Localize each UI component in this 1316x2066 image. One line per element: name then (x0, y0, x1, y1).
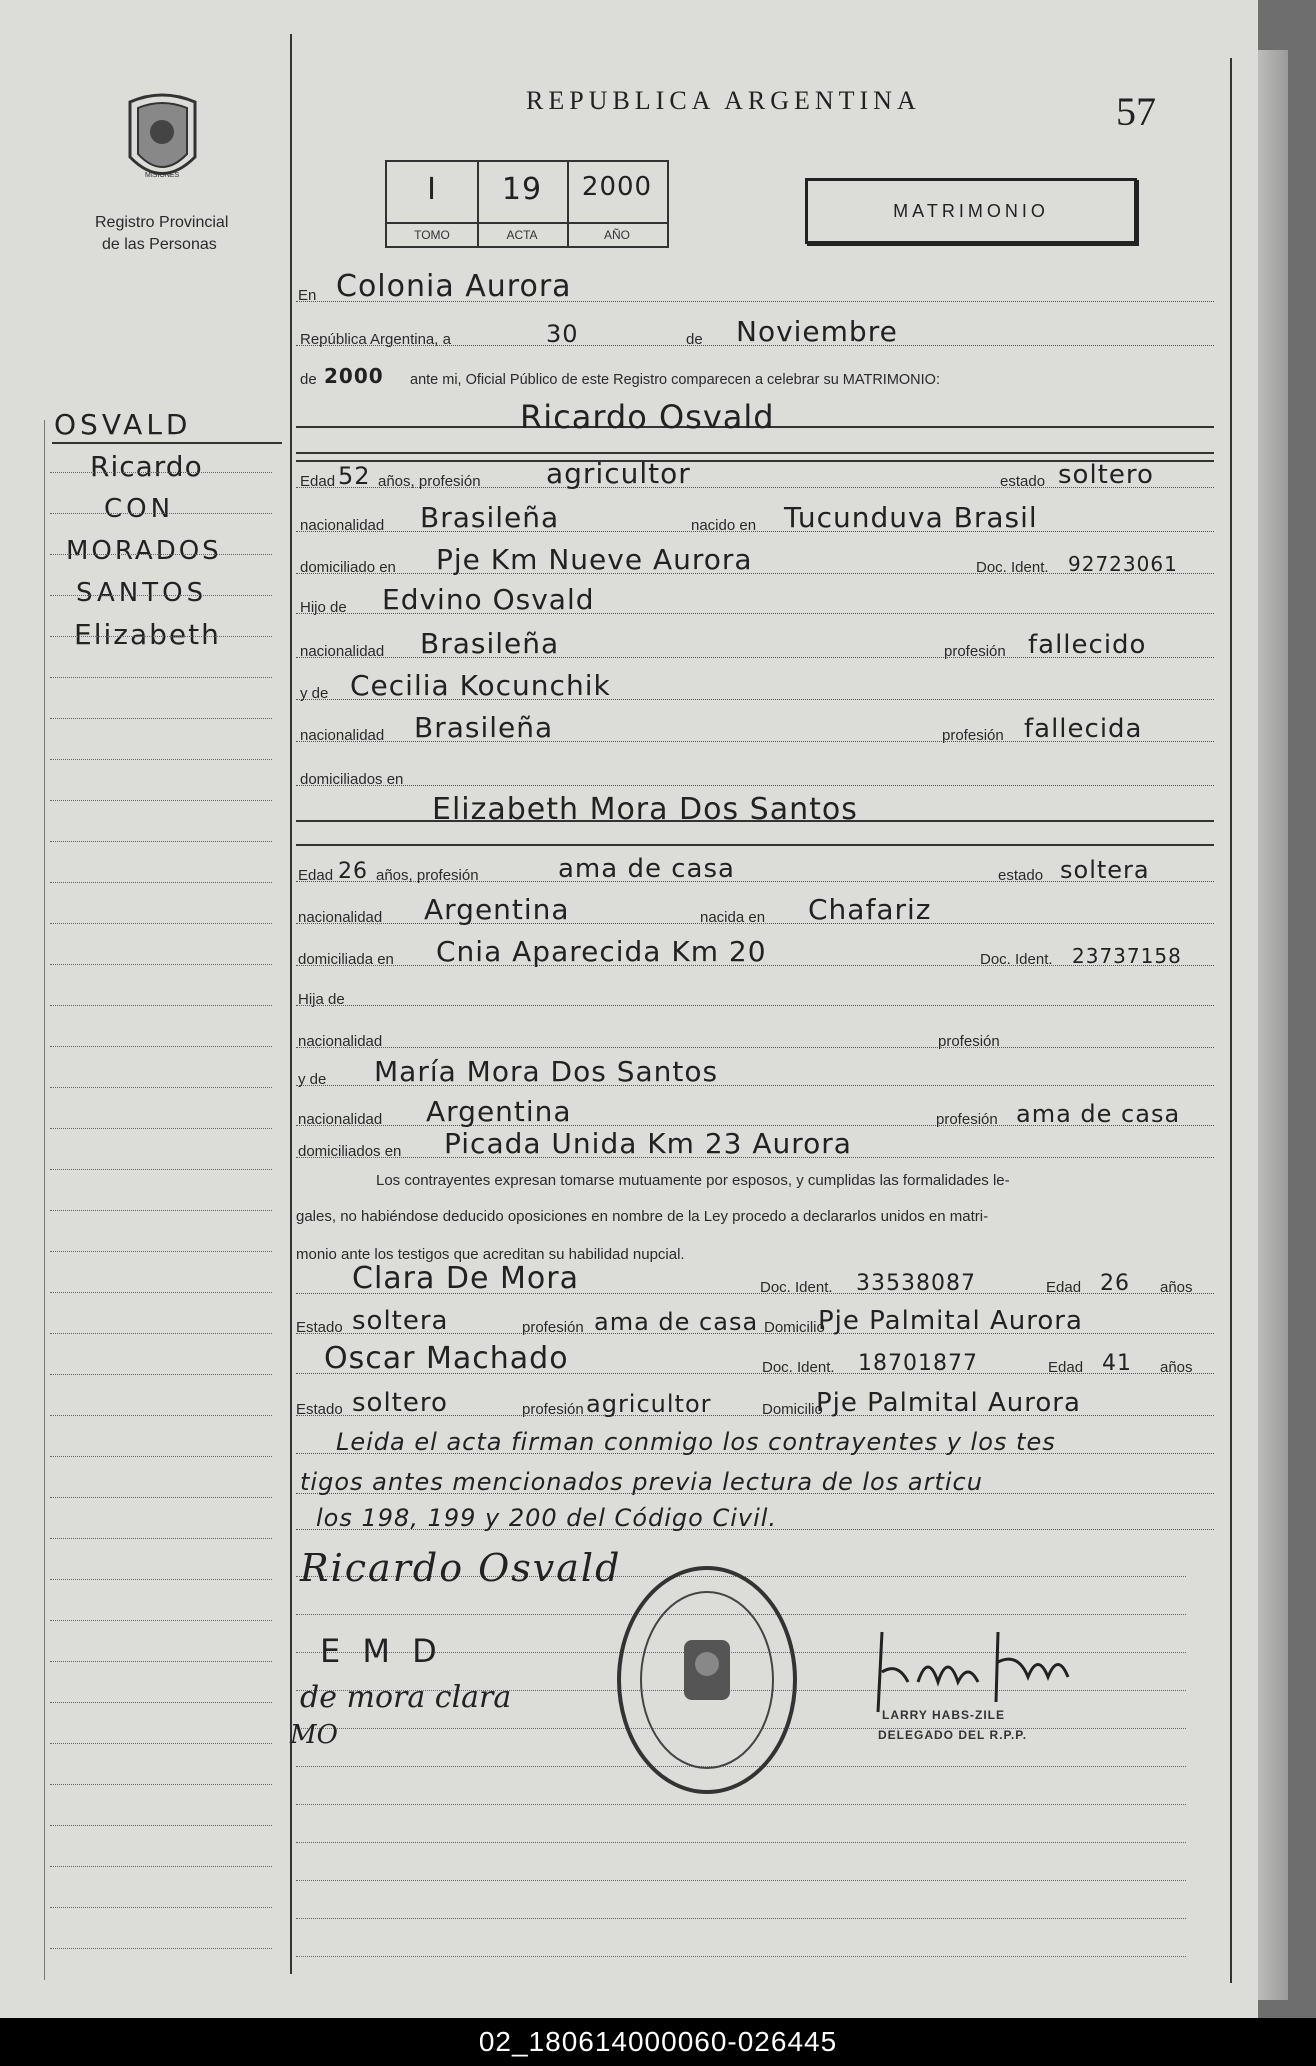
groom-doms-label: domiciliados en (300, 771, 404, 788)
bride-anos-label: años, profesión (376, 867, 479, 884)
page-number: 57 (1116, 89, 1156, 134)
margin-dotted-line (50, 1251, 272, 1252)
witness2-domicilio: Pje Palmital Aurora (816, 1388, 1081, 1418)
margin-dotted-line (50, 1374, 272, 1375)
bride-madre-prof: ama de casa (1016, 1100, 1181, 1128)
bride-hija-label: Hija de (298, 991, 345, 1008)
registry-line2: de las Personas (102, 236, 217, 253)
groom-row-edad (296, 457, 1214, 494)
row-place (296, 269, 1214, 308)
margin-spouse-surname2: SANTOS (76, 578, 208, 608)
bride-name: Elizabeth Mora Dos Santos (432, 792, 858, 827)
groom-hijo-label: Hijo de (300, 599, 347, 616)
margin-dotted-line (50, 595, 272, 596)
groom-name: Ricardo Osvald (520, 398, 775, 436)
groom-nacionalidad: Brasileña (420, 501, 560, 534)
witness2-estado-label: Estado (296, 1401, 343, 1418)
witness2-doc-label: Doc. Ident. (762, 1359, 835, 1376)
witness2-name: Oscar Machado (324, 1341, 569, 1376)
margin-dotted-line (50, 759, 272, 760)
closing-row3 (296, 1504, 1214, 1536)
witness1-prof-label: profesión (522, 1319, 584, 1336)
declaration-line2: gales, no habiéndose deducido oposiciones en nombre de la Ley procedo a declararlos unidos en matri- (296, 1208, 989, 1225)
margin-dotted-line (50, 1005, 272, 1006)
row-year (296, 360, 1214, 392)
groom-row-doms (296, 760, 1214, 792)
margin-dotted-line (50, 1046, 272, 1047)
groom-profesion: agricultor (546, 457, 691, 490)
margin-dotted-line (50, 1620, 272, 1621)
margin-dotted-line (50, 1743, 272, 1744)
right-border-rule (1230, 58, 1232, 1983)
officer-name: LARRY HABS-ZILE (882, 1708, 1005, 1722)
bride-row-hija (296, 980, 1214, 1012)
bride-madre-prof-label: profesión (936, 1111, 998, 1128)
declaration-line1: Los contrayentes expresan tomarse mutuamente por esposos, y cumplidas las formalidades le- (376, 1172, 1010, 1189)
margin-dotted-line (50, 554, 272, 555)
witness1-edad-label: Edad (1046, 1279, 1082, 1296)
witness2-edad: 41 (1102, 1351, 1132, 1376)
officer-title: DELEGADO DEL R.P.P. (878, 1728, 1028, 1742)
groom-domicilio: Pje Km Nueve Aurora (436, 543, 753, 576)
witness1-edad: 26 (1100, 1271, 1130, 1296)
country-title: REPUBLICA ARGENTINA (526, 86, 921, 115)
groom-anos-label: años, profesión (378, 473, 481, 490)
margin-spouse-given: Elizabeth (74, 618, 221, 651)
tomo-value: I (427, 172, 437, 207)
en-label: En (298, 287, 317, 304)
closing-line1: Leida el acta firman conmigo los contrayentes y los tes (336, 1428, 1056, 1456)
bride-madre: María Mora Dos Santos (374, 1055, 719, 1088)
margin-dotted-line (50, 472, 272, 473)
record-type-label: MATRIMONIO (893, 201, 1049, 221)
margin-dotted-line (50, 1907, 272, 1908)
image-id-footer: 02_180614000060-026445 (0, 2018, 1316, 2066)
groom-padre-nac-label: nacionalidad (300, 643, 385, 660)
witness2-dom-label: Domicilio (762, 1401, 823, 1418)
margin-underline (52, 442, 282, 444)
groom-dom-label: domiciliado en (300, 559, 396, 576)
witness2-edad-label: Edad (1048, 1359, 1084, 1376)
groom-padre: Edvino Osvald (382, 583, 595, 616)
witness2-estado: soltero (352, 1388, 448, 1418)
ano-value: 2000 (581, 172, 653, 202)
margin-dotted-line (50, 1292, 272, 1293)
margin-dotted-line (50, 1784, 272, 1785)
groom-nacido-label: nacido en (691, 517, 757, 534)
signature-dotted-line (296, 1880, 1186, 1881)
far-left-rule (44, 420, 45, 1980)
groom-row-hijo (296, 583, 1214, 620)
witness1-profesion: ama de casa (594, 1308, 759, 1336)
witness1-row-details (296, 1308, 1214, 1340)
witness2-prof-label: profesión (522, 1401, 584, 1418)
bride-nac-label: nacionalidad (298, 909, 383, 926)
bride-doc-label: Doc. Ident. (980, 951, 1053, 968)
margin-dotted-line (50, 1661, 272, 1662)
signature-dotted-line (296, 1956, 1186, 1957)
margin-dotted-line (50, 1538, 272, 1539)
bride-row-madre (296, 1055, 1214, 1092)
margin-dotted-line (50, 923, 272, 924)
groom-doc-label: Doc. Ident. (976, 559, 1049, 576)
day-value: 30 (546, 320, 579, 348)
margin-dotted-line (50, 1333, 272, 1334)
record-type-box (805, 178, 1137, 244)
bride-madre-nac: Argentina (426, 1095, 572, 1128)
groom-doc: 92723061 (1068, 552, 1178, 576)
signature-dotted-line (296, 1918, 1186, 1919)
official-stamp-icon (612, 1560, 802, 1800)
groom-yde-label: y de (300, 685, 329, 702)
witness1-estado: soltera (352, 1306, 449, 1336)
margin-dotted-line (50, 1825, 272, 1826)
margin-dotted-line (50, 800, 272, 801)
tomo-label: TOMO (387, 222, 477, 246)
margin-dotted-line (50, 1948, 272, 1949)
seal-label: MISIONES (145, 172, 180, 179)
witness2-row-name (296, 1341, 1214, 1380)
record-number-box (385, 160, 669, 248)
groom-edad: 52 (338, 462, 371, 490)
groom-row-madre-nac (296, 711, 1214, 748)
margin-dotted-line (50, 1210, 272, 1211)
margin-spouse-surname1: MORADOS (66, 536, 222, 566)
groom-estado-label: estado (1000, 473, 1046, 490)
ano-label: AÑO (567, 222, 667, 246)
groom-padre-nac: Brasileña (420, 627, 560, 660)
margin-dotted-line (50, 1415, 272, 1416)
bride-estado-label: estado (998, 867, 1044, 884)
margin-dotted-line (50, 1497, 272, 1498)
acta-value: 19 (501, 172, 543, 207)
groom-padre-prof: fallecido (1028, 630, 1147, 660)
closing-line3: los 198, 199 y 200 del Código Civil. (316, 1504, 778, 1532)
margin-dotted-line (50, 964, 272, 965)
bride-padre-nac-label: nacionalidad (298, 1033, 383, 1050)
margin-given: Ricardo (90, 450, 203, 483)
groom-madre-nac-label: nacionalidad (300, 727, 385, 744)
margin-dotted-line (50, 841, 272, 842)
bride-row-padre-nac (296, 1022, 1214, 1054)
om-signature: MO (290, 1720, 338, 1750)
witness1-doc-label: Doc. Ident. (760, 1279, 833, 1296)
bride-profesion: ama de casa (558, 854, 735, 884)
groom-madre: Cecilia Kocunchik (350, 669, 611, 702)
clara-signature: de mora clara (300, 1680, 512, 1715)
groom-row-padre-nac (296, 627, 1214, 664)
closing-line2: tigos antes mencionados previa lectura de los articu (300, 1468, 983, 1496)
groom-row-nac (296, 501, 1214, 538)
bride-nacida: Chafariz (808, 893, 932, 926)
witness1-name: Clara De Mora (352, 1261, 579, 1296)
witness2-profesion: agricultor (586, 1390, 712, 1418)
bride-madre-dom: Picada Unida Km 23 Aurora (444, 1127, 852, 1160)
bride-edad-label: Edad (298, 867, 334, 884)
de-label: de (686, 331, 703, 348)
witness2-doc: 18701877 (858, 1351, 978, 1376)
margin-surname: OSVALD (54, 408, 192, 441)
signature-dotted-line (296, 1842, 1186, 1843)
bride-nacida-label: nacida en (700, 909, 766, 926)
row-date (296, 315, 1214, 352)
bride-nacionalidad: Argentina (424, 893, 570, 926)
margin-dotted-line (50, 1702, 272, 1703)
margin-dotted-line (50, 1866, 272, 1867)
margin-dotted-line (50, 677, 272, 678)
margin-dotted-line (50, 513, 272, 514)
witness1-dom-label: Domicilio (764, 1319, 825, 1336)
bride-edad: 26 (338, 859, 368, 884)
bride-domicilio: Cnia Aparecida Km 20 (436, 935, 767, 968)
bride-row-dom (296, 935, 1214, 972)
bride-doc: 23737158 (1072, 944, 1182, 968)
margin-dotted-line (50, 882, 272, 883)
signature-dotted-line (296, 1804, 1186, 1805)
witness2-row-details (296, 1390, 1214, 1422)
bride-row-nac (296, 893, 1214, 930)
groom-madre-prof-label: profesión (942, 727, 1004, 744)
groom-nac-label: nacionalidad (300, 517, 385, 534)
groom-estado: soltero (1058, 460, 1154, 490)
groom-row-madre (296, 669, 1214, 706)
groom-row-dom (296, 543, 1214, 580)
declaration-line3: monio ante los testigos que acreditan su habilidad nupcial. (296, 1246, 685, 1263)
witness1-doc: 33538087 (856, 1271, 976, 1296)
groom-edad-label: Edad (300, 473, 336, 490)
margin-dotted-line (50, 1579, 272, 1580)
bride-dom-label: domiciliada en (298, 951, 394, 968)
margin-dotted-line (50, 636, 272, 637)
month-value: Noviembre (736, 315, 898, 348)
ante-text: ante mi, Oficial Público de este Registro comparecen a celebrar su MATRIMONIO: (410, 372, 940, 388)
emd-signature: E M D (320, 1632, 443, 1670)
witness1-anos-label: años (1160, 1279, 1193, 1296)
margin-dotted-line (50, 718, 272, 719)
witness1-estado-label: Estado (296, 1319, 343, 1336)
bride-padre-prof-label: profesión (938, 1033, 1000, 1050)
groom-bottom-line (296, 452, 1214, 454)
bride-madre-nac-label: nacionalidad (298, 1111, 383, 1128)
bride-row-edad (296, 856, 1214, 888)
margin-dotted-line (50, 1087, 272, 1088)
witness2-anos-label: años (1160, 1359, 1193, 1376)
registry-line1: Registro Provincial (95, 214, 229, 231)
groom-nacido: Tucunduva Brasil (784, 501, 1038, 534)
witness1-domicilio: Pje Palmital Aurora (818, 1306, 1083, 1336)
margin-dotted-line (50, 1128, 272, 1129)
groom-signature: Ricardo Osvald (300, 1546, 622, 1590)
groom-madre-prof: fallecida (1024, 714, 1143, 744)
groom-padre-prof-label: profesión (944, 643, 1006, 660)
closing-row1 (296, 1428, 1214, 1460)
de2-label: de (300, 371, 317, 388)
bride-doms-label: domiciliados en (298, 1143, 402, 1160)
year-value: 2000 (324, 364, 384, 388)
witness1-row-name (296, 1261, 1214, 1300)
bride-row-doms (296, 1127, 1214, 1164)
republica-label: República Argentina, a (300, 331, 451, 348)
place-value: Colonia Aurora (336, 269, 572, 304)
bride-bottom-line (296, 844, 1214, 846)
left-margin-rule (290, 34, 292, 1974)
margin-dotted-line (50, 1169, 272, 1170)
bride-yde-label: y de (298, 1071, 327, 1088)
margin-con: CON (104, 494, 175, 524)
acta-label: ACTA (477, 222, 567, 246)
closing-row2 (296, 1468, 1214, 1500)
groom-madre-nac: Brasileña (414, 711, 554, 744)
margin-dotted-line (50, 1456, 272, 1457)
bride-estado: soltera (1060, 856, 1150, 884)
